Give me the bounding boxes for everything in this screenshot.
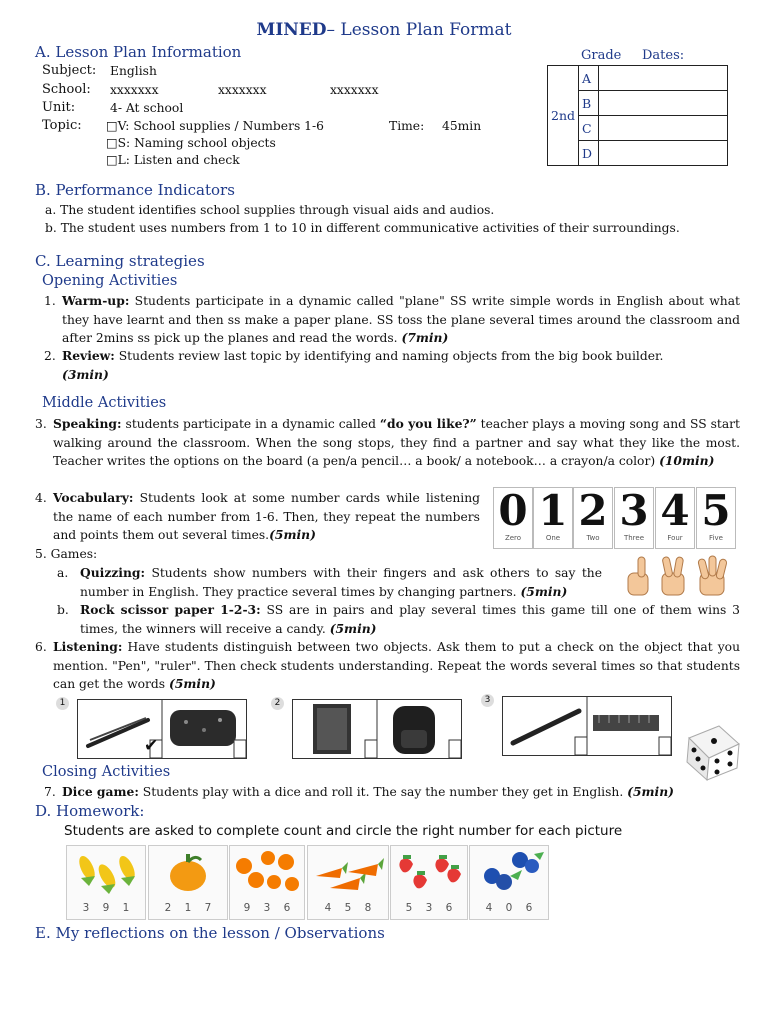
check-box-3b bbox=[659, 737, 671, 755]
grade-dates-table bbox=[547, 65, 728, 166]
topic-listening: □L: Listen and check bbox=[106, 153, 240, 167]
listening-number: 6. bbox=[35, 640, 47, 654]
games-heading: 5. Games: bbox=[35, 547, 98, 561]
section-d-heading: D. Homework: bbox=[35, 802, 145, 820]
check-box-1b bbox=[234, 740, 246, 758]
date-d-cell[interactable] bbox=[599, 141, 728, 166]
topic-label: Topic: bbox=[42, 118, 82, 133]
date-a-cell[interactable] bbox=[599, 66, 728, 91]
time-label: Time: bbox=[389, 119, 425, 133]
topic-speaking: □S: Naming school objects bbox=[106, 136, 276, 150]
page-title: MINED– Lesson Plan Format bbox=[256, 20, 512, 40]
strawberry-options[interactable]: 5 3 6 bbox=[405, 902, 453, 914]
pumpkin-options[interactable]: 2 1 7 bbox=[164, 902, 212, 914]
pen-icon bbox=[513, 711, 579, 743]
group-b: B bbox=[579, 91, 599, 116]
corn-icon bbox=[67, 846, 145, 896]
listening-item-1-number: 1 bbox=[56, 697, 69, 710]
vocabulary-number: 4. bbox=[35, 491, 47, 505]
section-c-heading: C. Learning strategies bbox=[35, 252, 205, 270]
date-b-cell[interactable] bbox=[599, 91, 728, 116]
pen-icon bbox=[88, 718, 148, 746]
speaking-number: 3. bbox=[35, 417, 47, 431]
backpack-icon bbox=[393, 706, 435, 754]
group-d: D bbox=[579, 141, 599, 166]
listening-item-1 bbox=[77, 699, 247, 759]
closing-activities-heading: Closing Activities bbox=[42, 764, 171, 780]
quizzing-paragraph: Quizzing: Students show numbers with their fingers and ask others to say the number in English. They practice several times by changing partners. (5min) bbox=[80, 565, 602, 599]
time-value: 45min bbox=[442, 119, 482, 133]
orange-icon bbox=[230, 846, 304, 896]
blueberry-options[interactable]: 4 0 6 bbox=[485, 902, 533, 914]
finger-counting-illustration bbox=[618, 555, 730, 599]
school-value-2: xxxxxxx bbox=[218, 83, 267, 97]
listening-item-2 bbox=[292, 699, 462, 759]
speaking-paragraph: Speaking: students participate in a dynamic called “do you like?” teacher plays a moving song and SS start walking around the classroom. When the song stops, they find a partner and say what they like the most. Teacher writes the options on the board (a pen/a pencil… a book/ a notebook… a crayon/a color) (10min) bbox=[53, 416, 740, 468]
section-a-heading: A. Lesson Plan Information bbox=[35, 43, 242, 61]
dice-game-number: 7. bbox=[44, 785, 56, 799]
school-label: School: bbox=[42, 82, 91, 97]
check-mark-icon: ✔ bbox=[144, 736, 159, 756]
ruler-icon bbox=[593, 715, 659, 731]
check-box-2a bbox=[365, 740, 377, 758]
homework-picture-strawberry bbox=[390, 845, 468, 920]
review-paragraph: Review: Students review last topic by identifying and naming objects from the big book builder. (3min) bbox=[62, 348, 664, 382]
carrot-options[interactable]: 4 5 8 bbox=[324, 902, 372, 914]
carrot-icon bbox=[308, 846, 388, 896]
hand-two-icon bbox=[662, 556, 684, 595]
subject-label: Subject: bbox=[42, 63, 97, 78]
warmup-number: 1. bbox=[44, 294, 56, 308]
warmup-paragraph: Warm-up: Students participate in a dynamic called "plane" SS write simple words in English about what they have learnt and then ss make a paper plane. SS toss the plane several times around the classroom and after 2mins ss pick up the planes and read the words. (7min) bbox=[62, 293, 740, 345]
corn-options[interactable]: 3 9 1 bbox=[82, 902, 130, 914]
strawberry-icon bbox=[391, 846, 467, 896]
dates-label: Dates: bbox=[642, 48, 685, 63]
indicator-a: a. The student identifies school supplies through visual aids and audios. bbox=[45, 203, 495, 217]
number-card-3: 3 Three bbox=[614, 487, 654, 549]
listening-paragraph: Listening: Have students distinguish between two objects. Ask them to put a check on the object that you mention. "Pen", "ruler". Then check students understanding. Repeat the words several times so that students can get the words (5min) bbox=[53, 639, 740, 691]
dice-game-paragraph: Dice game: Students play with a dice and roll it. The say the number they get in English. (5min) bbox=[62, 784, 674, 799]
group-a: A bbox=[579, 66, 599, 91]
number-card-1: 1 One bbox=[533, 487, 573, 549]
school-value-3: xxxxxxx bbox=[330, 83, 379, 97]
middle-activities-heading: Middle Activities bbox=[42, 395, 167, 411]
number-card-4: 4 Four bbox=[655, 487, 695, 549]
pumpkin-icon bbox=[149, 846, 227, 896]
vocabulary-paragraph: Vocabulary: Students look at some number cards while listening the name of each number from 1-6. Then, they repeat the numbers and points them out several times.(5min) bbox=[53, 490, 480, 542]
homework-picture-pumpkin bbox=[148, 845, 228, 920]
blueberry-icon bbox=[470, 846, 548, 896]
section-e-heading: E. My reflections on the lesson / Observations bbox=[35, 924, 385, 942]
grade-value: 2nd bbox=[548, 66, 579, 166]
book-backpack-pair bbox=[293, 700, 461, 758]
rock-scissor-paragraph: Rock scissor paper 1-2-3: SS are in pairs and play several times this game till one of them wins 3 times, the winners will receive a candy. (5min) bbox=[80, 602, 740, 636]
indicator-b: b. The student uses numbers from 1 to 10 in different communicative activities of their surroundings. bbox=[45, 221, 680, 235]
listening-item-2-number: 2 bbox=[271, 697, 284, 710]
number-card-2: 2 Two bbox=[573, 487, 613, 549]
homework-picture-blueberry bbox=[469, 845, 549, 920]
homework-picture-orange bbox=[229, 845, 305, 920]
unit-label: Unit: bbox=[42, 100, 76, 115]
pencil-case-icon bbox=[170, 710, 236, 746]
homework-picture-carrot bbox=[307, 845, 389, 920]
listening-item-3-number: 3 bbox=[481, 694, 494, 707]
listening-item-3 bbox=[502, 696, 672, 756]
unit-value: 4- At school bbox=[110, 101, 184, 115]
check-box-3a bbox=[575, 737, 587, 755]
book-icon bbox=[313, 704, 351, 754]
orange-options[interactable]: 9 3 6 bbox=[243, 902, 291, 914]
quizzing-letter: a. bbox=[57, 566, 69, 580]
opening-activities-heading: Opening Activities bbox=[42, 273, 178, 289]
review-number: 2. bbox=[44, 349, 56, 363]
date-c-cell[interactable] bbox=[599, 116, 728, 141]
rock-scissor-letter: b. bbox=[57, 603, 69, 617]
subject-value: English bbox=[110, 64, 157, 78]
group-c: C bbox=[579, 116, 599, 141]
school-value-1: xxxxxxx bbox=[110, 83, 159, 97]
homework-picture-corn bbox=[66, 845, 146, 920]
section-b-heading: B. Performance Indicators bbox=[35, 181, 235, 199]
number-card-5: 5 Five bbox=[696, 487, 736, 549]
hand-three-icon bbox=[698, 556, 728, 595]
topic-vocabulary: □V: School supplies / Numbers 1-6 bbox=[106, 119, 324, 133]
pen-ruler-pair-2 bbox=[503, 697, 671, 755]
dice-icon bbox=[683, 722, 743, 782]
homework-text: Students are asked to complete count and circle the right number for each picture bbox=[64, 823, 623, 839]
number-card-0: 0 Zero bbox=[493, 487, 533, 549]
pen-ruler-pair bbox=[78, 700, 246, 758]
check-box-2b bbox=[449, 740, 461, 758]
grade-label: Grade bbox=[581, 48, 622, 63]
hand-one-icon bbox=[628, 557, 648, 595]
